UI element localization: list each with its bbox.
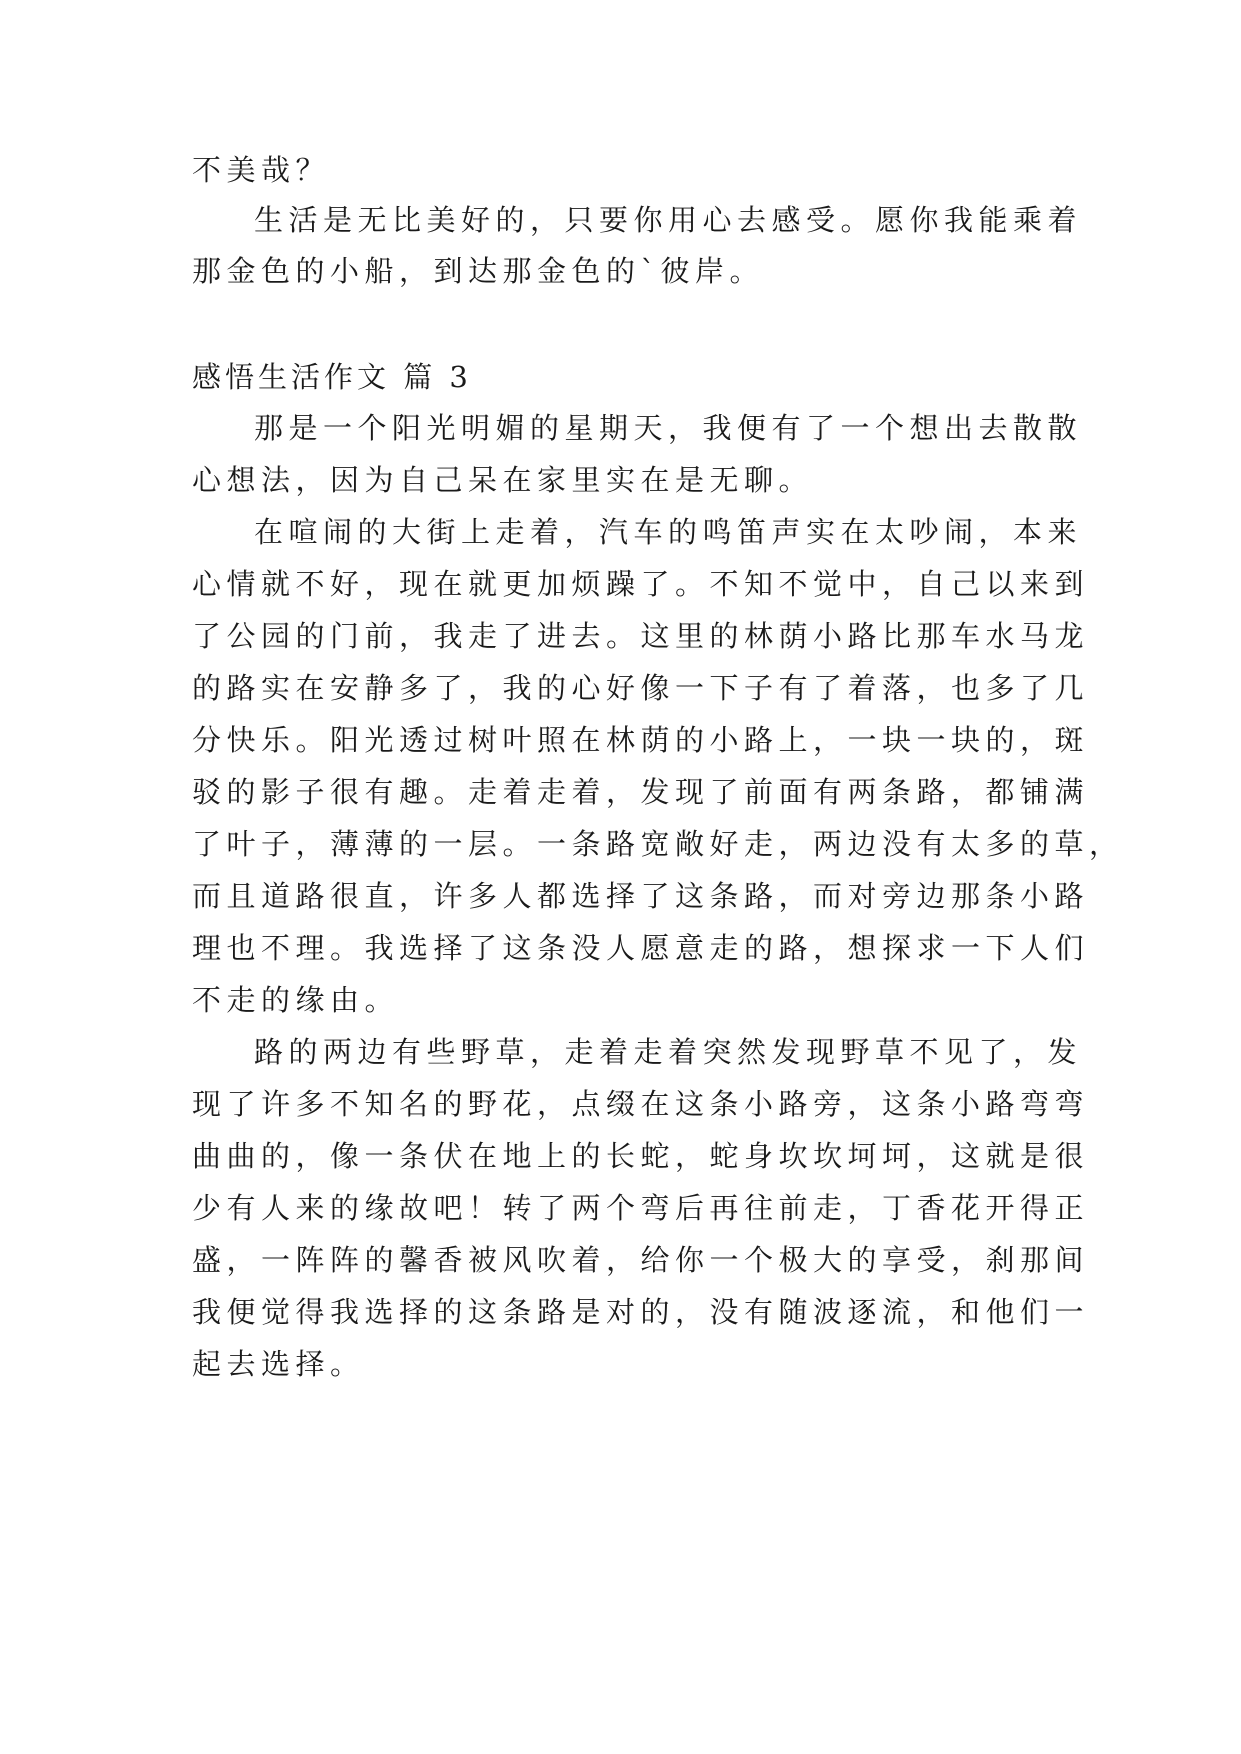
text-line: 理也不理。我选择了这条没人愿意走的路，想探求一下人们 [192,931,1090,965]
text-line: 心想法，因为自己呆在家里实在是无聊。 [192,463,814,497]
text-line: 曲曲的，像一条伏在地上的长蛇，蛇身坎坎坷坷，这就是很 [192,1139,1090,1173]
paragraph-start: 那是一个阳光明媚的星期天，我便有了一个想出去散散 [254,411,1083,445]
text-line: 不走的缘由。 [192,983,400,1017]
paragraph-start: 在喧闹的大街上走着，汽车的鸣笛声实在太吵闹，本来 [254,515,1083,549]
text-line: 的路实在安静多了，我的心好像一下子有了着落，也多了几 [192,671,1090,705]
text-line: 分快乐。阳光透过树叶照在林荫的小路上，一块一块的，斑 [192,723,1090,757]
text-line: 而且道路很直，许多人都选择了这条路，而对旁边那条小路 [192,879,1090,913]
text-line: 盛，一阵阵的馨香被风吹着，给你一个极大的享受，刹那间 [192,1243,1090,1277]
text-line: 驳的影子很有趣。走着走着，发现了前面有两条路，都铺满 [192,775,1090,809]
text-line: 少有人来的缘故吧！转了两个弯后再往前走，丁香花开得正 [192,1191,1090,1225]
text-line: 那金色的小船，到达那金色的`彼岸。 [192,254,765,288]
text-line: 我便觉得我选择的这条路是对的，没有随波逐流，和他们一 [192,1295,1090,1329]
text-line: 心情就不好，现在就更加烦躁了。不知不觉中，自己以来到 [192,567,1090,601]
text-line: 现了许多不知名的野花，点缀在这条小路旁，这条小路弯弯 [192,1087,1090,1121]
paragraph-start: 生活是无比美好的，只要你用心去感受。愿你我能乘着 [254,203,1083,237]
text-line: 起去选择。 [192,1347,365,1381]
text-line: 了公园的门前，我走了进去。这里的林荫小路比那车水马龙 [192,619,1090,653]
text-line: 不美哉？ [192,153,331,187]
paragraph-start: 路的两边有些野草，走着走着突然发现野草不见了，发 [254,1035,1083,1069]
text-line: 了叶子，薄薄的一层。一条路宽敞好走，两边没有太多的草， [192,827,1124,861]
section-title: 感悟生活作文 篇 3 [192,360,472,394]
